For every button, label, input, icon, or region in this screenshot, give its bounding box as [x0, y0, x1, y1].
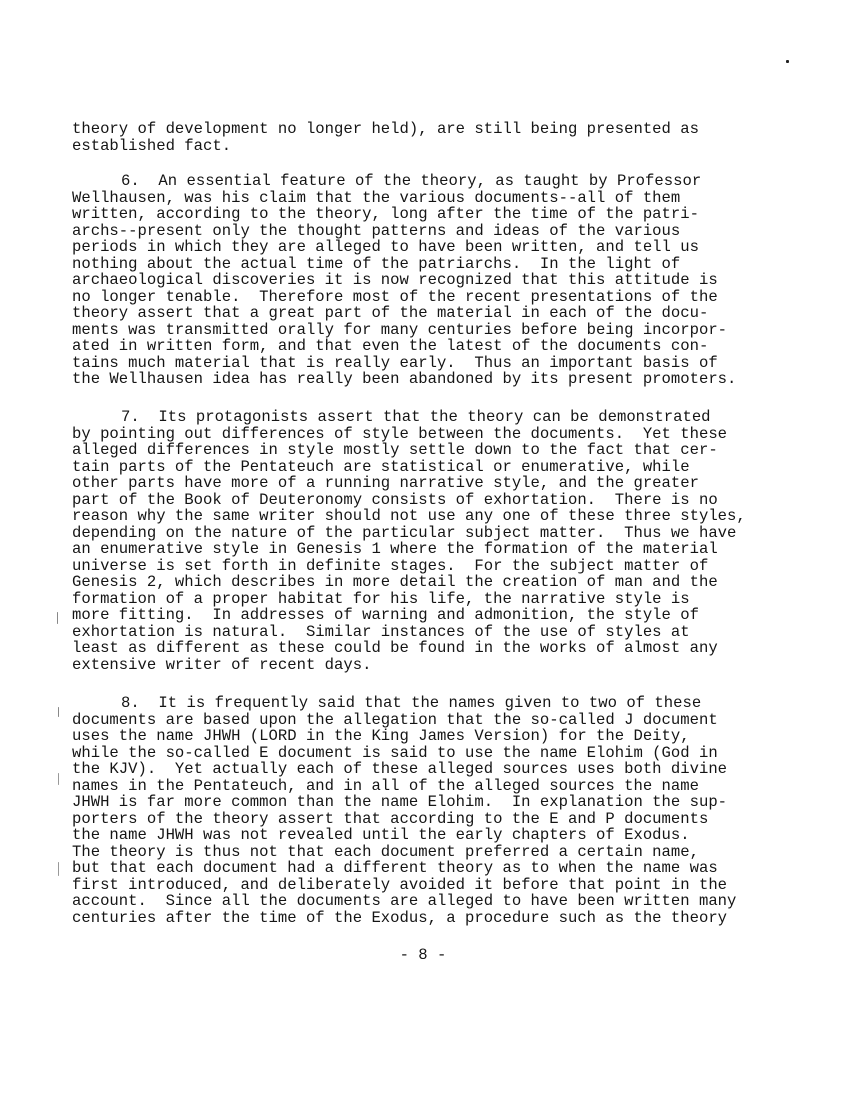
text-line: established fact. [72, 136, 232, 155]
paragraph-continuation [72, 121, 802, 154]
text-line: formation of a proper habitat for his life, the narrative style is [72, 589, 690, 608]
text-line: first introduced, and deliberately avoided it before that point in the [72, 875, 728, 894]
paragraph-7 [72, 409, 802, 673]
margin-mark [58, 862, 59, 876]
text-line: porters of the theory assert that according to the E and P documents [72, 809, 709, 828]
scan-speck [786, 60, 789, 63]
text-line: more fitting. In addresses of warning and admonition, the style of [72, 606, 699, 624]
text-line: the name JHWH was not revealed until the early chapters of Exodus. [72, 826, 690, 844]
paragraph-8 [72, 695, 802, 926]
text-line: an enumerative style in Genesis 1 where the formation of the material [72, 540, 718, 558]
text-line: documents are based upon the allegation that the so-called J document [72, 710, 718, 729]
text-line: other parts have more of a running narrative style, and the greater [72, 474, 699, 492]
text-line: theory of development no longer held), are still being presented as [72, 120, 699, 138]
text-line: no longer tenable. Therefore most of the recent presentations of the [72, 287, 718, 306]
text-line: JHWH is far more common than the name Elohim. In explanation the sup- [72, 793, 728, 811]
text-line: by pointing out differences of style between the documents. Yet these [72, 424, 728, 443]
text-line: centuries after the time of the Exodus, a procedure such as the theory [72, 908, 728, 927]
text-line: reason why the same writer should not use any one of these three styles, [72, 507, 746, 525]
page-number: - 8 - [399, 946, 447, 964]
text-line: uses the name JHWH (LORD in the King James Version) for the Deity, [72, 727, 690, 745]
text-line: tains much material that is really early. Thus an important basis of [72, 353, 718, 372]
text-line: extensive writer of recent days. [72, 655, 372, 674]
text-line: periods in which they are alleged to have been written, and tell us [72, 238, 699, 256]
text-line: theory assert that a great part of the material in each of the docu- [72, 304, 709, 322]
text-line: archaeological discoveries it is now recognized that this attitude is [72, 271, 718, 289]
margin-mark [57, 612, 58, 624]
text-line: the Wellhausen idea has really been abandoned by its present promoters. [72, 370, 737, 388]
text-line: tain parts of the Pentateuch are statistical or enumerative, while [72, 457, 690, 476]
text-line: exhortation is natural. Similar instances of the use of styles at [72, 622, 690, 641]
text-line: universe is set forth in definite stages. For the subject matter of [72, 556, 709, 575]
text-line: nothing about the actual time of the patriarchs. In the light of [72, 254, 681, 273]
text-line: alleged differences in style mostly settle down to the fact that cer- [72, 441, 718, 459]
text-line: 6. An essential feature of the theory, as taught by Professor [121, 172, 702, 190]
text-line: Genesis 2, which describes in more detail the creation of man and the [72, 573, 718, 591]
text-line: ments was transmitted orally for many centuries before being incorpor- [72, 320, 728, 339]
text-line: account. Since all the documents are alleged to have been written many [72, 892, 737, 910]
text-line: while the so-called E document is said to use the name Elohim (God in [72, 743, 718, 762]
text-line: names in the Pentateuch, and in all of the alleged sources the name [72, 776, 699, 795]
text-line: depending on the nature of the particular subject matter. Thus we have [72, 523, 737, 542]
paragraph-6 [72, 173, 802, 388]
text-line: part of the Book of Deuteronomy consists of exhortation. There is no [72, 490, 718, 509]
text-line: least as different as these could be found in the works of almost any [72, 639, 718, 657]
text-line: written, according to the theory, long after the time of the patri- [72, 205, 699, 223]
text-line: the KJV). Yet actually each of these alleged sources uses both divine [72, 760, 728, 778]
margin-mark [58, 773, 59, 785]
text-line: ated in written form, and that even the latest of the documents con- [72, 337, 709, 355]
text-line: 7. Its protagonists assert that the theory can be demonstrated [121, 408, 711, 426]
text-line: The theory is thus not that each document preferred a certain name, [72, 842, 699, 861]
text-line: but that each document had a different theory as to when the name was [72, 859, 718, 877]
text-line: archs--present only the thought patterns and ideas of the various [72, 221, 681, 240]
margin-mark [58, 707, 59, 717]
text-line: 8. It is frequently said that the names given to two of these [121, 694, 702, 712]
text-line: Wellhausen, was his claim that the various documents--all of them [72, 188, 681, 207]
